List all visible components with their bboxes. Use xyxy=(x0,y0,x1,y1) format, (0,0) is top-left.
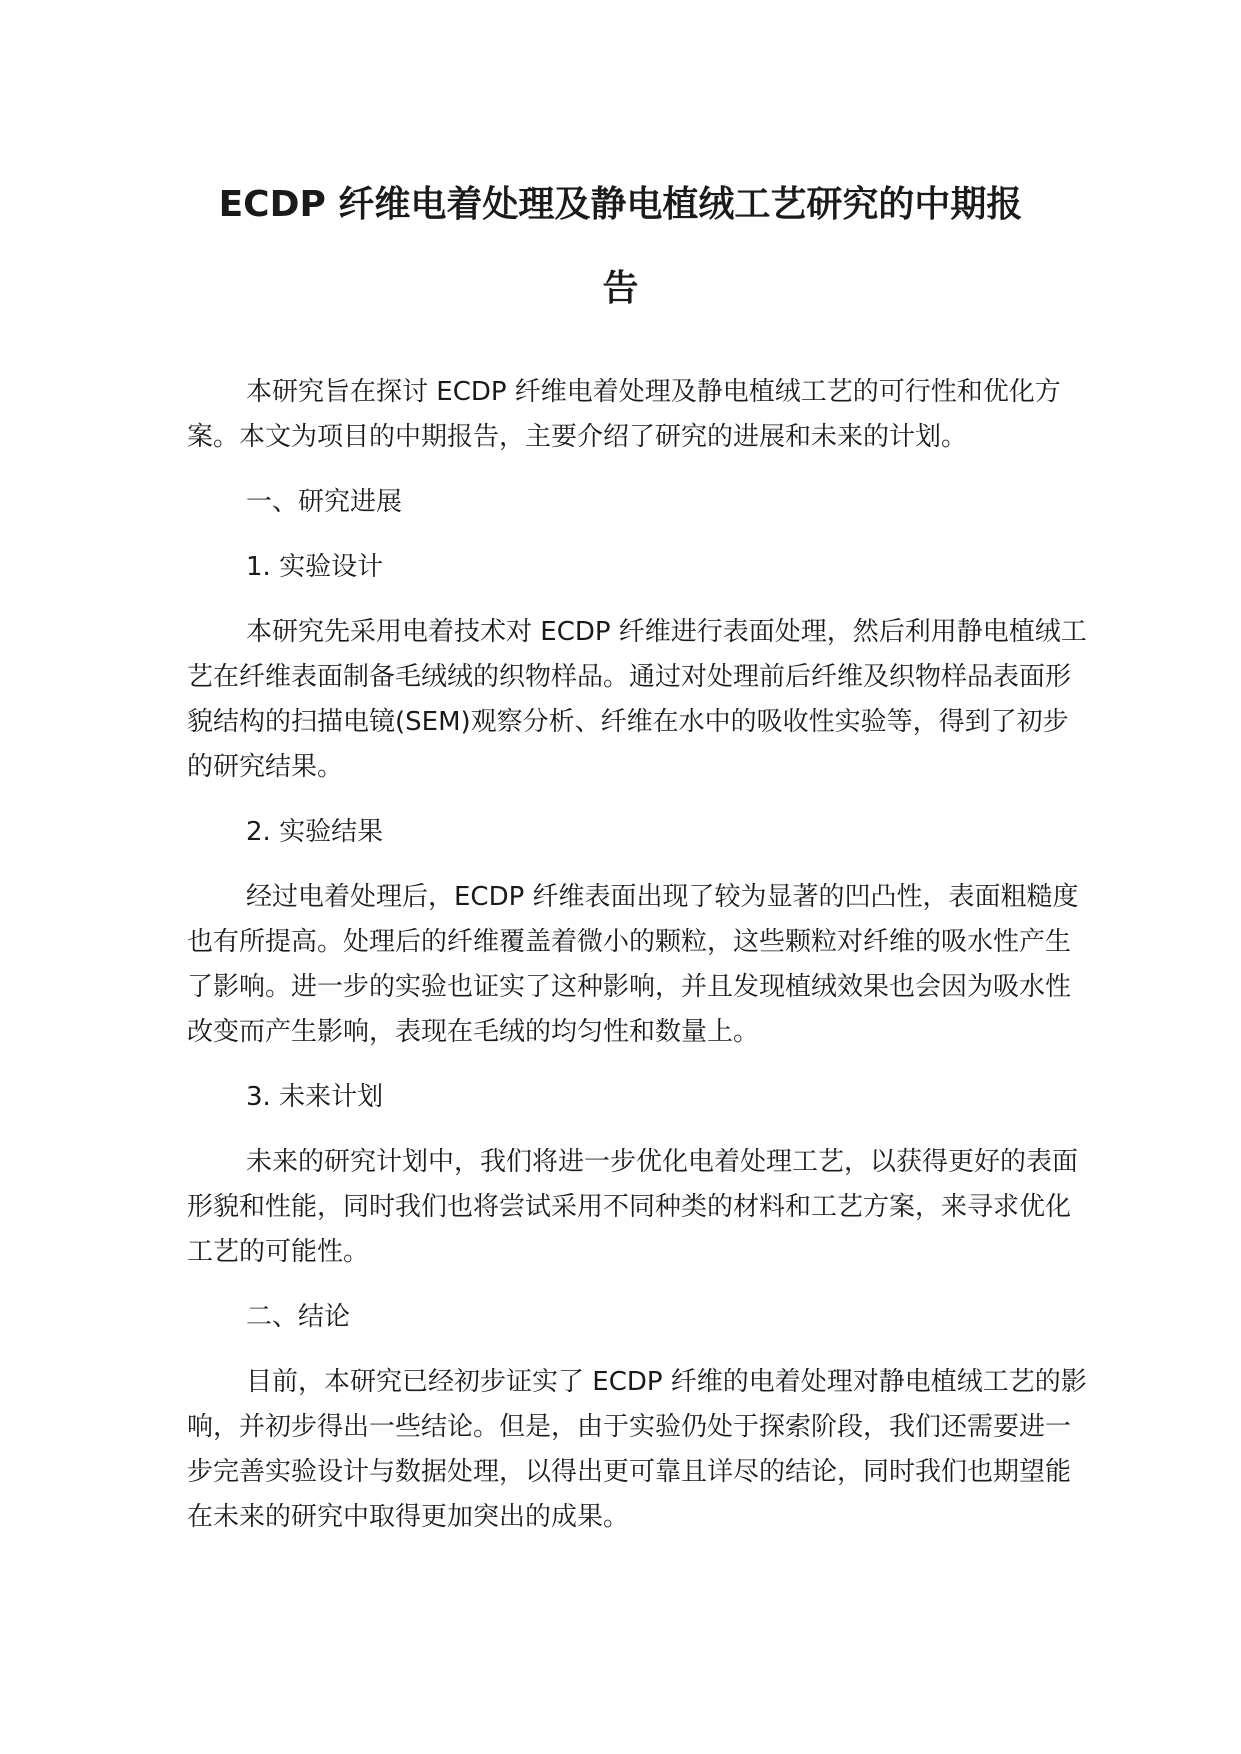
plan-paragraph: 未来的研究计划中，我们将进一步优化电着处理工艺，以获得更好的表面形貌和性能，同时我们也将尝试采用不同种类的材料和工艺方案，来寻求优化工艺的可能性。 xyxy=(187,1147,1079,1267)
results-paragraph: 经过电着处理后，ECDP 纤维表面出现了较为显著的凹凸性，表面粗糙度也有所提高。处理后的纤维覆盖着微小的颗粒，这些颗粒对纤维的吸水性产生了影响。进一步的实验也证实了这种影响，并且发现植绒效果也会因为吸水性改变而产生影响，表现在毛绒的均匀性和数量上。 xyxy=(187,882,1079,1047)
document-title: ECDP 纤维电着处理及静电植绒工艺研究的中期报 xyxy=(218,184,1023,225)
section-heading-conclusion: 二、结论 xyxy=(246,1302,351,1332)
section-heading-progress: 一、研究进展 xyxy=(246,487,403,517)
document-body xyxy=(187,370,1087,1540)
intro-paragraph: 本研究旨在探讨 ECDP 纤维电着处理及静电植绒工艺的可行性和优化方案。本文为项目的中期报告，主要介绍了研究的进展和未来的计划。 xyxy=(187,377,1061,452)
subsection-heading-results: 2. 实验结果 xyxy=(246,817,384,847)
design-paragraph: 本研究先采用电着技术对 ECDP 纤维进行表面处理，然后利用静电植绒工艺在纤维表面制备毛绒绒的织物样品。通过对处理前后纤维及织物样品表面形貌结构的扫描电镜(SEM)观察分析、纤维在水中的吸收性实验等，得到了初步的研究结果。 xyxy=(187,617,1087,782)
subsection-heading-design: 1. 实验设计 xyxy=(246,552,384,582)
document-title-continued: 告 xyxy=(602,268,639,309)
conclusion-paragraph: 目前，本研究已经初步证实了 ECDP 纤维的电着处理对静电植绒工艺的影响，并初步得出一些结论。但是，由于实验仍处于探索阶段，我们还需要进一步完善实验设计与数据处理，以得出更可靠且详尽的结论，同时我们也期望能在未来的研究中取得更加突出的成果。 xyxy=(187,1367,1087,1532)
subsection-heading-plan: 3. 未来计划 xyxy=(246,1082,384,1112)
